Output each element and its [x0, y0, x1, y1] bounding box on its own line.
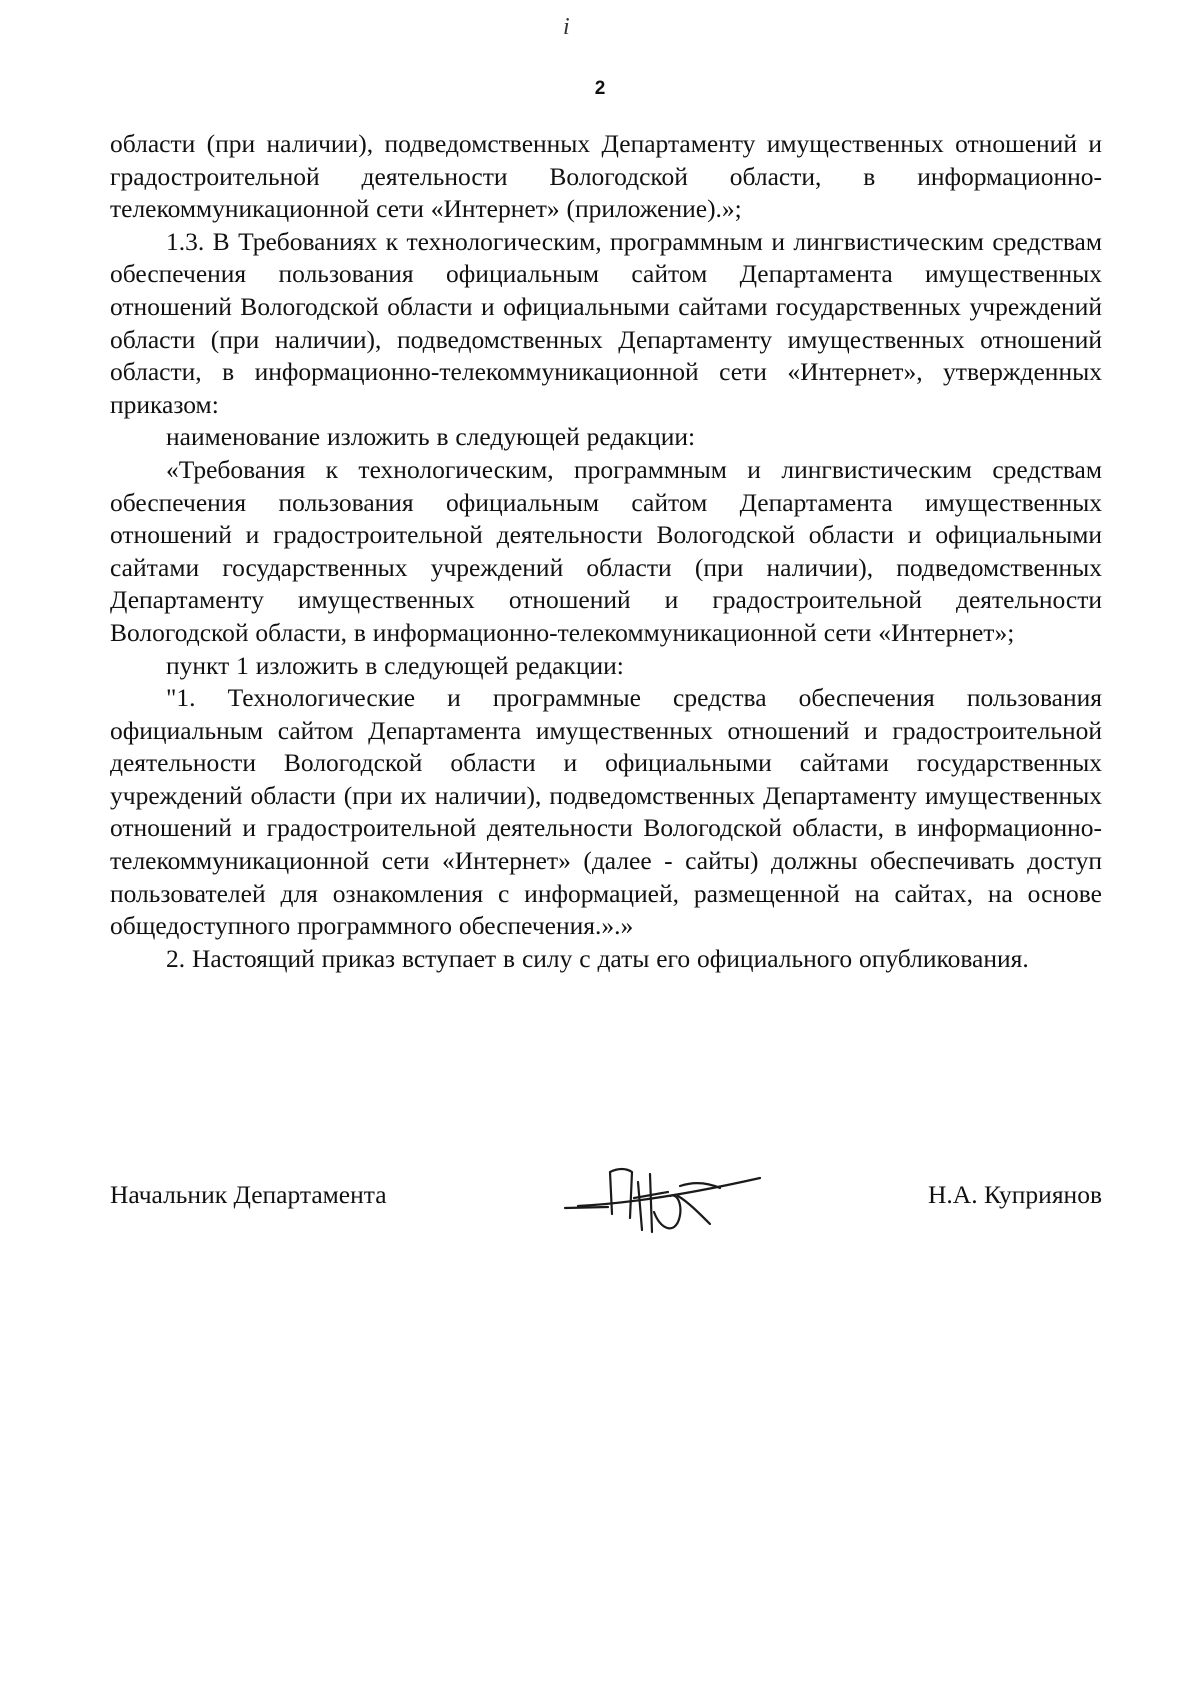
scan-mark: i [563, 14, 570, 40]
document-body [110, 128, 1102, 975]
signatory-position: Начальник Департамента [110, 1180, 387, 1209]
signatory-name: Н.А. Куприянов [927, 1180, 1102, 1209]
paragraph: 2. Настоящий приказ вступает в силу с даты его официального опубликования. [166, 943, 1029, 973]
signature-block [110, 1168, 1102, 1248]
paragraph: пункт 1 изложить в следующей редакции: [166, 650, 624, 680]
page-number: 2 [594, 78, 606, 99]
handwritten-signature [560, 1152, 790, 1252]
paragraph: «Требования к технологическим, программным и лингвистическим средствам обеспечения пользования официальным сайтом Департамента имущественных отношений и градостроительной деятельности Вологодской области и официальными сайтами государственных учреждений области (при наличии), подведомственных Департаменту имущественных отношений и градостроительной деятельности Вологодской области, в информационно-телекоммуникационной сети «Интернет»; [110, 454, 1102, 647]
paragraph: наименование изложить в следующей редакции: [166, 422, 696, 452]
paragraph: области (при наличии), подведомственных Департаменту имущественных отношений и градостроительной деятельности Вологодской области, в информационно-телекоммуникационной сети «Интернет» (приложение).»; [110, 129, 1102, 224]
paragraph: "1. Технологические и программные средства обеспечения пользования официальным сайтом Департамента имущественных отношений и градостроительной деятельности Вологодской области и официальными сайтами государственных учреждений области (при их наличии), подведомственных Департаменту имущественных отношений и градостроительной деятельности Вологодской области, в информационно-телекоммуникационной сети «Интернет» (далее - сайты) должны обеспечивать доступ пользователей для ознакомления с информацией, размещенной на сайтах, на основе общедоступного программного обеспечения.».» [110, 683, 1102, 941]
paragraph: 1.3. В Требованиях к технологическим, программным и лингвистическим средствам обеспечения пользования официальным сайтом Департамента имущественных отношений Вологодской области и официальными сайтами государственных учреждений области (при наличии), подведомственных Департаменту имущественных отношений области, в информационно-телекоммуникационной сети «Интернет», утвержденных приказом: [110, 226, 1102, 419]
